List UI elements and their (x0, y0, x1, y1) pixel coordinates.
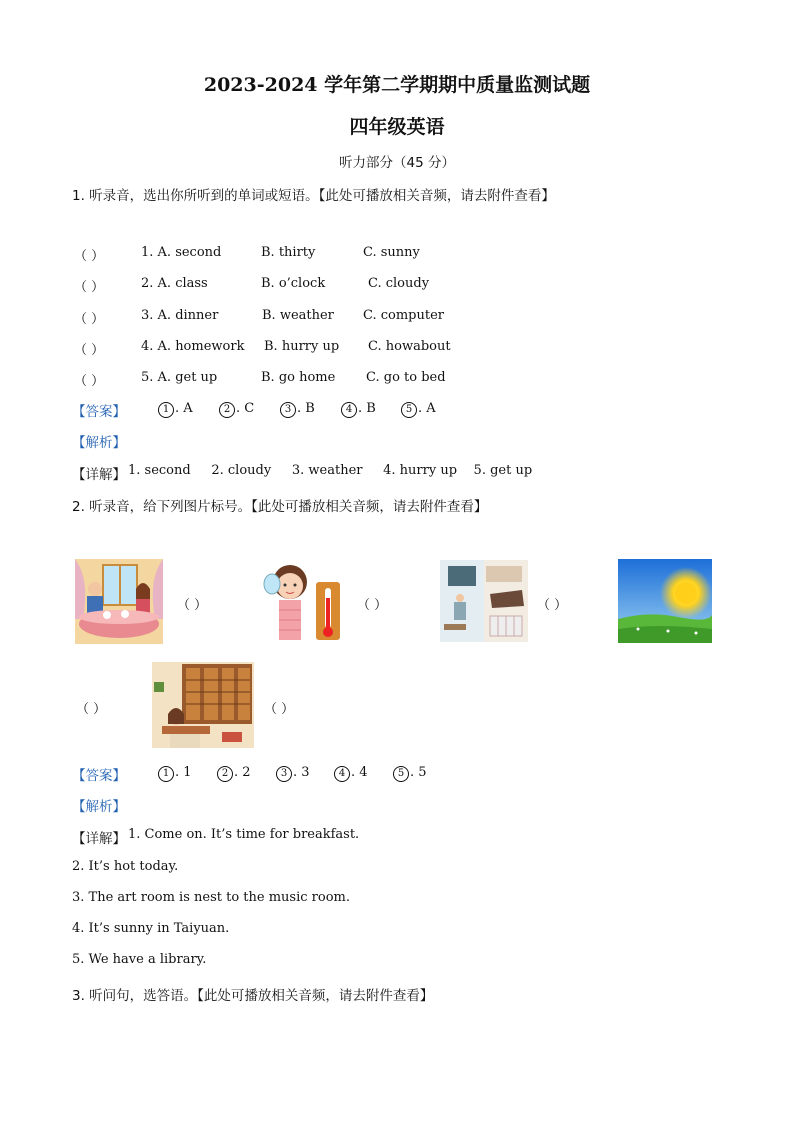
answer-blank[interactable]: （ ） (74, 343, 105, 358)
option-a: 1. A. second (141, 245, 222, 260)
option-c: C. go to bed (366, 370, 446, 385)
option-b: B. o’clock (261, 276, 326, 291)
detail-line: 2. It’s hot today. (72, 859, 179, 874)
detail-line: 1. Come on. It’s time for breakfast. (128, 827, 360, 842)
answer-tag: 【答案】 (72, 404, 126, 420)
option-a: 5. A. get up (141, 370, 218, 385)
sunny-picture (618, 559, 712, 643)
answer-item: 1 . A (158, 401, 193, 418)
answer-item: 2 . 2 (217, 765, 251, 782)
option-c: C. cloudy (368, 276, 430, 291)
picture-1-blank[interactable]: （ ） (177, 598, 208, 613)
art-music-room-picture (440, 560, 528, 642)
analysis-tag: 【解析】 (72, 799, 126, 815)
option-c: C. sunny (363, 245, 420, 260)
answer-item: 5 . A (401, 401, 436, 418)
answer-blank[interactable]: （ ） (74, 249, 105, 264)
detail-tag: 【详解】 (72, 467, 126, 483)
answer-blank[interactable]: （ ） (74, 312, 105, 327)
answer-item: 1 . 1 (158, 765, 192, 782)
option-b: B. go home (261, 370, 336, 385)
q2-prompt: 2. 听录音，给下列图片标号。【此处可播放相关音频，请去附件查看】 (72, 499, 488, 515)
option-c: C. howabout (368, 339, 451, 354)
answer-item: 4 . 4 (334, 765, 368, 782)
answer-blank[interactable]: （ ） (74, 374, 105, 389)
answer-item: 5 . 5 (393, 765, 427, 782)
q3-prompt: 3. 听问句，选答语。【此处可播放相关音频，请去附件查看】 (72, 988, 434, 1004)
option-b: B. hurry up (264, 339, 340, 354)
answer-tag: 【答案】 (72, 768, 126, 784)
detail-line: 3. The art room is nest to the music room. (72, 890, 350, 905)
answer-item: 2 . C (219, 401, 254, 418)
detail-line: 5. We have a library. (72, 952, 207, 967)
document-title: 2023-2024 学年第二学期期中质量监测试题 (203, 74, 591, 96)
detail-tag: 【详解】 (72, 831, 126, 847)
q1-prompt: 1. 听录音，选出你所听到的单词或短语。【此处可播放相关音频，请去附件查看】 (72, 188, 555, 204)
section-heading: 听力部分（45 分） (339, 155, 455, 171)
breakfast-picture (75, 559, 163, 644)
answer-item: 3 . B (280, 401, 315, 418)
picture-5-blank[interactable]: （ ） (264, 702, 295, 717)
picture-4-blank[interactable]: （ ） (76, 702, 107, 717)
hot-weather-picture (262, 560, 348, 644)
option-a: 3. A. dinner (141, 308, 219, 323)
picture-3-blank[interactable]: （ ） (537, 598, 568, 613)
detail-text: 1. second 2. cloudy 3. weather 4. hurry up 5. get up (128, 463, 533, 478)
analysis-tag: 【解析】 (72, 435, 126, 451)
answer-item: 3 . 3 (276, 765, 310, 782)
library-picture (152, 662, 254, 748)
answer-blank[interactable]: （ ） (74, 280, 105, 295)
option-a: 4. A. homework (141, 339, 245, 354)
option-b: B. thirty (261, 245, 316, 260)
document-subtitle: 四年级英语 (349, 116, 445, 138)
detail-line: 4. It’s sunny in Taiyuan. (72, 921, 230, 936)
picture-2-blank[interactable]: （ ） (357, 598, 388, 613)
option-a: 2. A. class (141, 276, 208, 291)
option-c: C. computer (363, 308, 445, 323)
option-b: B. weather (262, 308, 334, 323)
answer-item: 4 . B (341, 401, 376, 418)
